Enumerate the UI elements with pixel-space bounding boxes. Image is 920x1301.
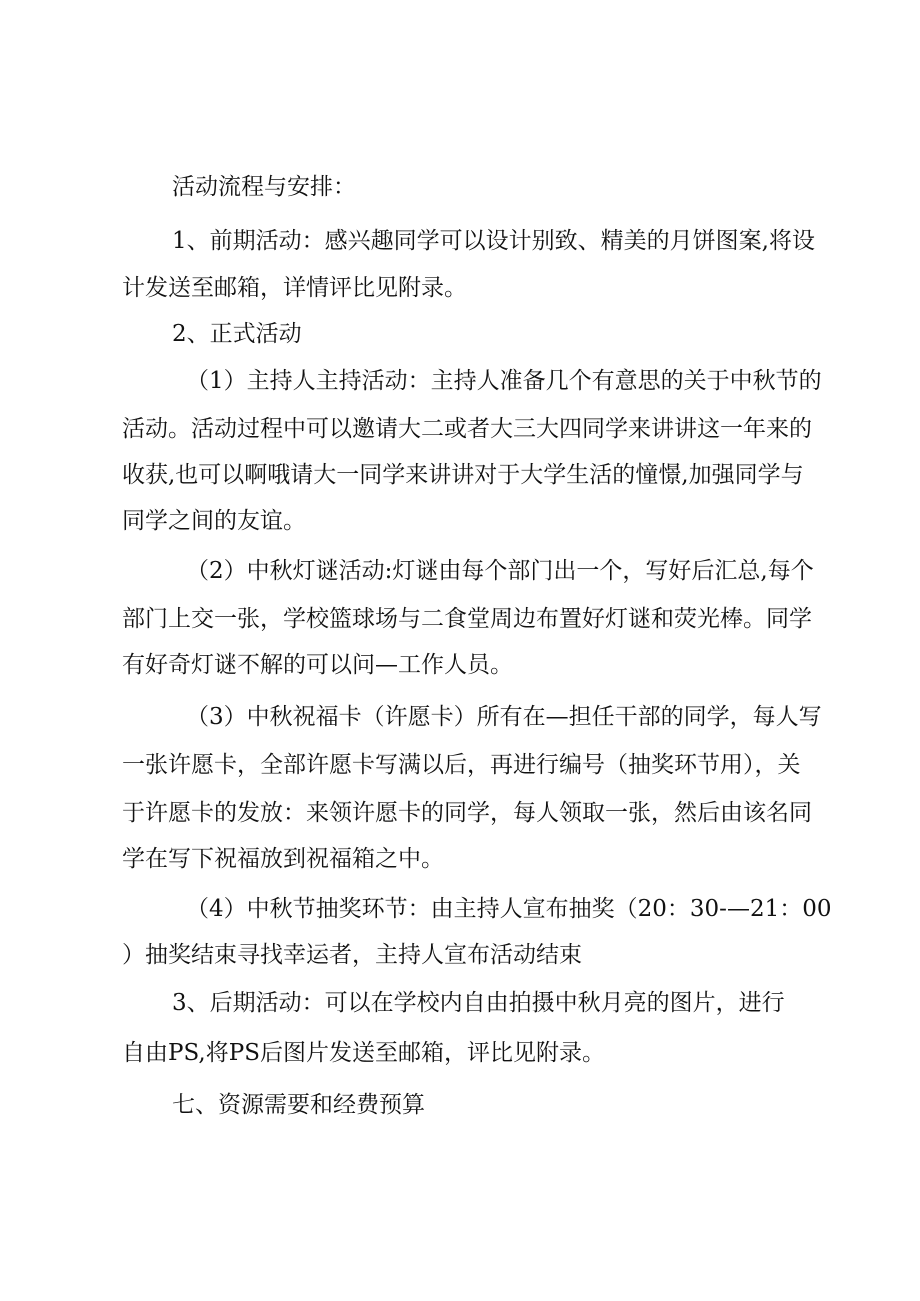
- item3-line-4: 学在写下祝福放到祝福箱之中。: [122, 846, 444, 872]
- post-activity-line-1: 3、后期活动：可以在学校内自由拍摄中秋月亮的图片，进行: [172, 990, 785, 1016]
- pre-activity-line-2: 计发送至邮箱，详情评比见附录。: [122, 275, 467, 301]
- section-heading: 活动流程与安排：: [172, 174, 356, 200]
- formal-activity-title: 2、正式活动: [172, 321, 302, 347]
- item4-line-1: （4）中秋节抽奖环节：由主持人宣布抽奖（20：30-—21：00: [186, 896, 832, 922]
- item1-line-2: 活动。活动过程中可以邀请大二或者大三大四同学来讲讲这一年来的: [122, 416, 812, 442]
- item4-line-2: ）抽奖结束寻找幸运者，主持人宣布活动结束: [122, 942, 582, 968]
- section-seven-heading: 七、资源需要和经费预算: [172, 1092, 425, 1118]
- item3-line-3: 于许愿卡的发放：来领许愿卡的同学，每人领取一张，然后由该名同: [122, 800, 812, 826]
- pre-activity-line-1: 1、前期活动：感兴趣同学可以设计别致、精美的月饼图案,将设: [172, 228, 815, 254]
- item2-line-3: 有好奇灯谜不解的可以问—工作人员。: [122, 652, 513, 678]
- item1-line-3: 收获,也可以啊哦请大一同学来讲讲对于大学生活的憧憬,加强同学与: [122, 462, 804, 488]
- item3-line-2: 一张许愿卡，全部许愿卡写满以后，再进行编号（抽奖环节用），关: [122, 752, 801, 778]
- item3-line-1: （3）中秋祝福卡（许愿卡）所有在—担任干部的同学，每人写: [186, 704, 822, 730]
- item1-line-1: （1）主持人主持活动：主持人准备几个有意思的关于中秋节的: [186, 368, 822, 394]
- item2-line-1: （2）中秋灯谜活动:灯谜由每个部门出一个，写好后汇总,每个: [186, 558, 814, 584]
- item2-line-2: 部门上交一张，学校篮球场与二食堂周边布置好灯谜和荧光棒。同学: [122, 606, 812, 632]
- post-activity-line-2: 自由PS,将PS后图片发送至邮箱，评比见附录。: [122, 1040, 605, 1066]
- item1-line-4: 同学之间的友谊。: [122, 508, 306, 534]
